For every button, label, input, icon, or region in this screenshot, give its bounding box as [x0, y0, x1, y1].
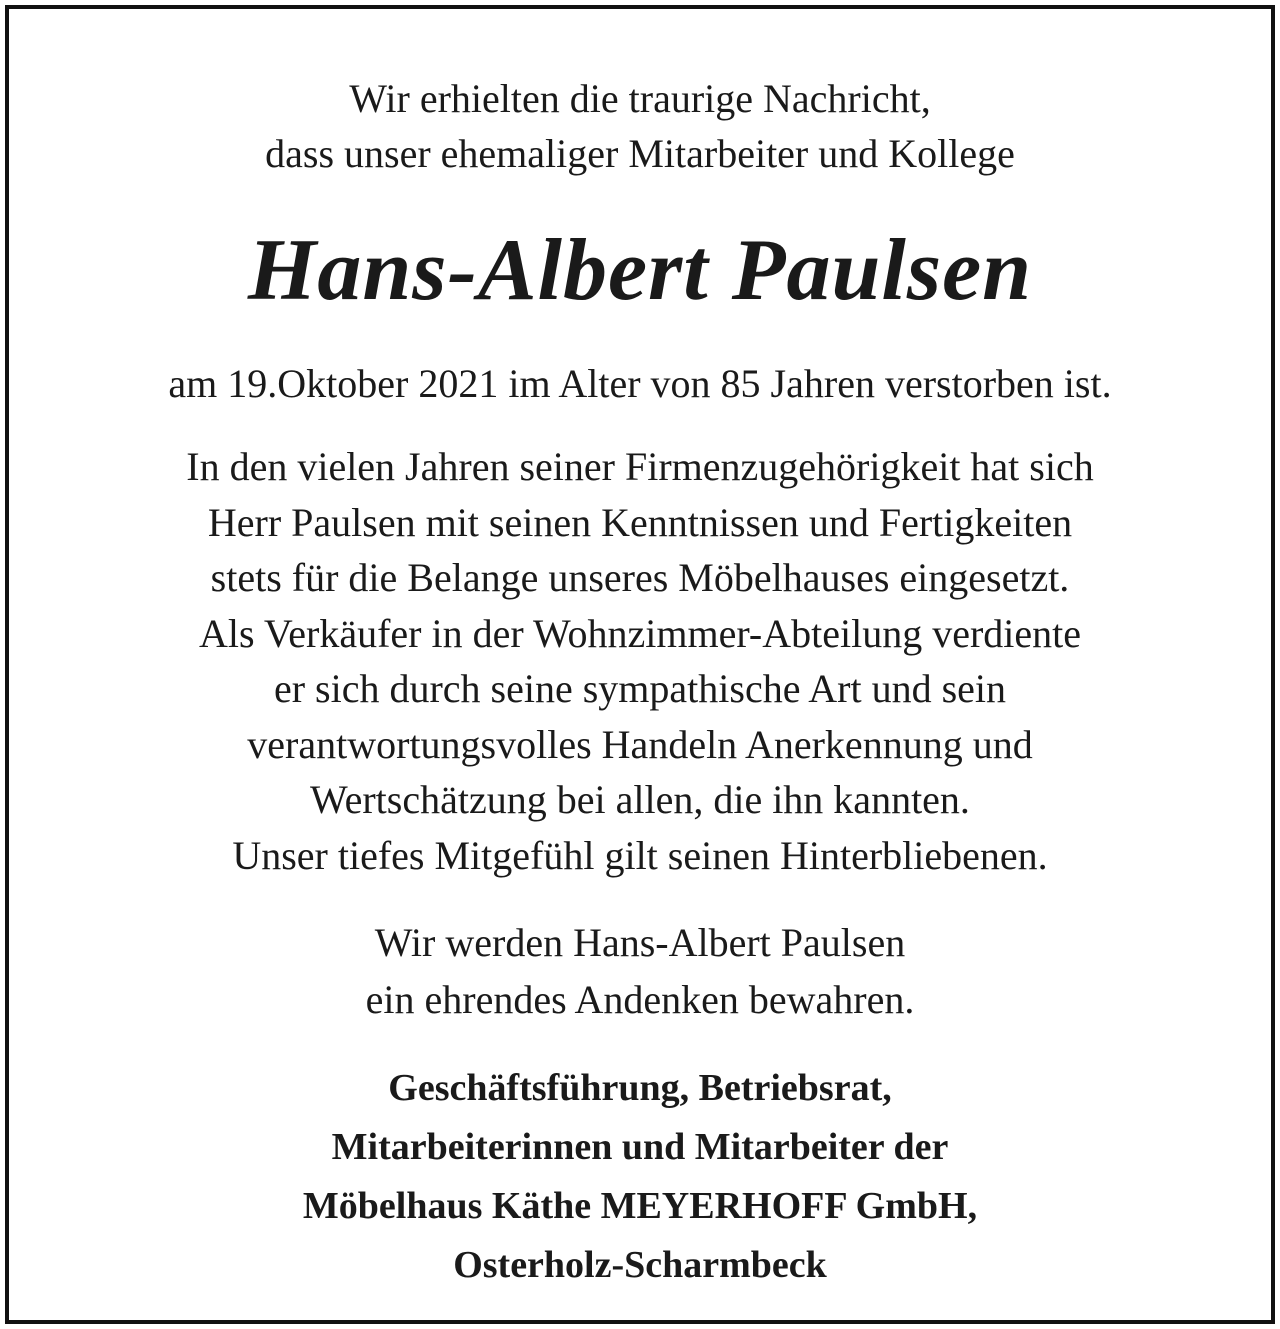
intro-text	[9, 71, 1271, 181]
tribute-paragraph	[9, 439, 1271, 883]
deceased-name: Hans-Albert Paulsen	[247, 222, 1033, 319]
obituary-notice-frame	[5, 5, 1275, 1324]
intro-line: Wir erhielten die traurige Nachricht,	[349, 76, 931, 121]
closing-line: ein ehrendes Andenken bewahren.	[365, 977, 915, 1022]
closing-line: Wir werden Hans-Albert Paulsen	[374, 920, 906, 965]
death-date-line: am 19.Oktober 2021 im Alter von 85 Jahren verstorben ist.	[168, 361, 1112, 406]
closing-text	[9, 914, 1271, 1028]
signature-line: Osterholz-Scharmbeck	[453, 1244, 827, 1286]
tribute-line: er sich durch seine sympathische Art und sein	[273, 666, 1007, 711]
tribute-line: stets für die Belange unseres Möbelhauses eingesetzt.	[210, 555, 1070, 600]
tribute-line: Unser tiefes Mitgefühl gilt seinen Hinterbliebenen.	[232, 832, 1048, 878]
signature-line: Mitarbeiterinnen und Mitarbeiter der	[331, 1126, 949, 1168]
tribute-line: Wertschätzung bei allen, die ihn kannten.	[310, 777, 970, 822]
signature-line: Geschäftsführung, Betriebsrat,	[388, 1067, 892, 1109]
tribute-line: Herr Paulsen mit seinen Kenntnissen und Fertigkeiten	[207, 499, 1073, 545]
intro-line: dass unser ehemaliger Mitarbeiter und Kollege	[265, 131, 1015, 176]
tribute-line: In den vielen Jahren seiner Firmenzugehörigkeit hat sich	[186, 444, 1094, 489]
signature-block	[9, 1059, 1271, 1295]
tribute-line: Als Verkäufer in der Wohnzimmer-Abteilung verdiente	[198, 610, 1081, 656]
tribute-line: verantwortungsvolles Handeln Anerkennung und	[247, 721, 1033, 767]
signature-line: Möbelhaus Käthe MEYERHOFF GmbH,	[302, 1185, 978, 1227]
